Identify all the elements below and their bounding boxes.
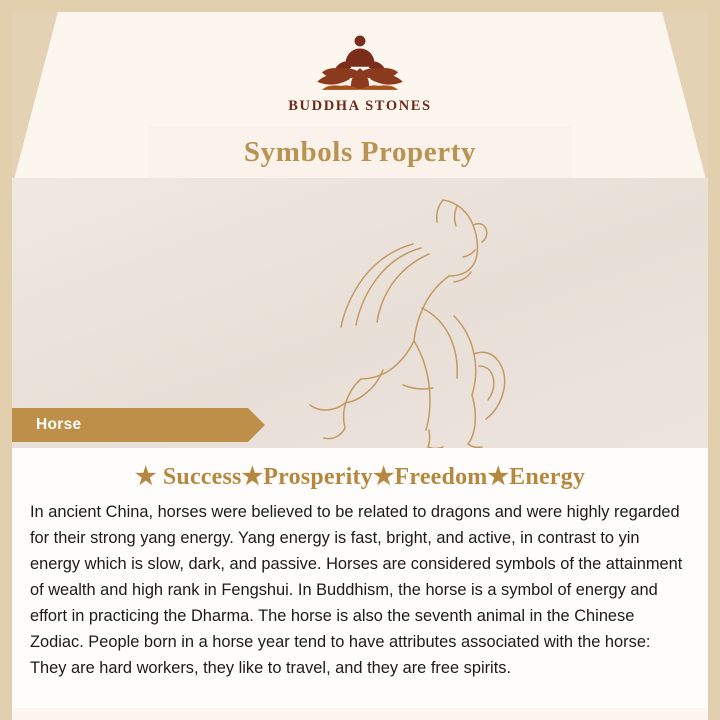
keyword-line: ★ Success★Prosperity★Freedom★Energy — [134, 464, 586, 490]
brand-name: BUDDHA STONES — [288, 98, 432, 114]
category-tag-label: Horse — [36, 416, 82, 433]
page-title: Symbols Property — [243, 135, 477, 168]
frame-left-border — [0, 0, 12, 720]
lotus-buddha-icon — [290, 26, 430, 94]
description-panel — [12, 448, 708, 708]
category-tag — [12, 408, 248, 442]
frame-top-border — [0, 0, 720, 12]
tag-arrow-shape — [248, 408, 265, 442]
frame-right-border — [708, 0, 720, 720]
title-banner — [148, 126, 572, 178]
description-text: In ancient China, horses were believed to be related to dragons and were highly regarded for their strong yang energy. Yang energy is fast, bright, and active, in contrast to yin energy which is slow, dark, and passive. Horses are considered symbols of the attainment of wealth and high rank in Fengshui. In Buddhism, the horse is a symbol of energy and effort in practicing the Dharma. The horse is also the seventh animal in the Chinese Zodiac. People born in a horse year tend to have attributes associated with the horse: They are hard workers, they like to travel, and they are free spirits. — [30, 503, 683, 677]
